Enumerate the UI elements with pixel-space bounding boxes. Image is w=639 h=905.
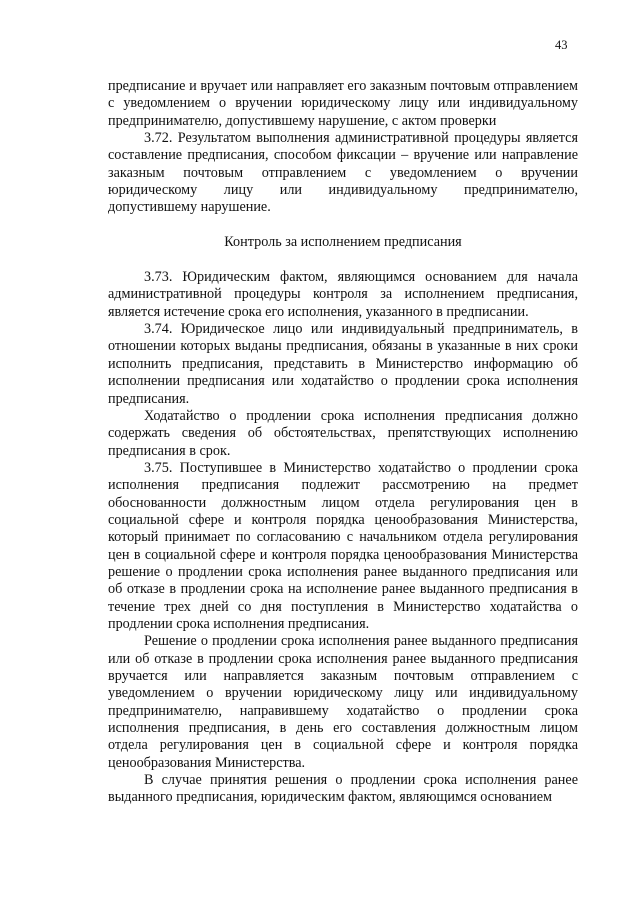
section-heading: Контроль за исполнением предписания <box>224 233 462 250</box>
paragraph-continuation: предписание и вручает или направляет его заказным почтовым отправлением с уведомлением о вручении юридическому лицу или индивидуальному предпринимателю, допустившему нарушение, с актом проверки <box>108 78 578 129</box>
paragraph-3-72: 3.72. Результатом выполнения административной процедуры является составление предписания, способом фиксации – вручение или направление заказным почтовым отправлением с уведомлением о вручении юридическому лицу или индивидуальному предпринимателю, допустившему нарушение. <box>108 130 578 216</box>
paragraph-3-75: 3.75. Поступившее в Министерство ходатайство о продлении срока исполнения предписания подлежит рассмотрению на предмет обоснованности должностным лицом отдела регулирования цен в социальной сфере и контроля порядка ценообразования Министерства, который принимает по согласованию с начальником отдела регулирования цен в социальной сфере и контроля порядка ценообразования Министерства решение о продлении срока исполнения ранее выданного предписания или об отказе в продлении срока на исполнение ранее выданного предписания в течение трех дней со дня поступления в Министерство ходатайства о продлении срока исполнения предписания. <box>108 459 578 632</box>
document-body <box>108 78 578 807</box>
paragraph-extension-case: В случае принятия решения о продлении срока исполнения ранее выданного предписания, юридическим фактом, являющимся основанием <box>108 772 578 806</box>
paragraph-decision-delivery: Решение о продлении срока исполнения ранее выданного предписания или об отказе в продлении срока исполнения ранее выданного предписания вручается или направляется заказным почтовым отправлением с уведомлением о вручении юридическому лицу или индивидуальному предпринимателю, направившему ходатайство о продлении срока исполнения предписания, в день его составления должностным лицом отдела регулирования цен в социальной сфере и контроля порядка ценообразования Министерства. <box>108 633 578 771</box>
paragraph-3-73: 3.73. Юридическим фактом, являющимся основанием для начала административной процедуры контроля за исполнением предписания, является истечение срока его исполнения, указанного в предписании. <box>108 269 578 320</box>
page-number: 43 <box>555 38 568 52</box>
paragraph-3-74: 3.74. Юридическое лицо или индивидуальный предприниматель, в отношении которых выданы предписания, обязаны в указанные в них сроки исполнить предписания, представить в Министерство информацию об исполнении предписания или ходатайство о продлении срока исполнения предписания. <box>108 321 578 407</box>
paragraph-petition-content: Ходатайство о продлении срока исполнения предписания должно содержать сведения об обстоятельствах, препятствующих исполнению предписания в срок. <box>108 407 578 459</box>
